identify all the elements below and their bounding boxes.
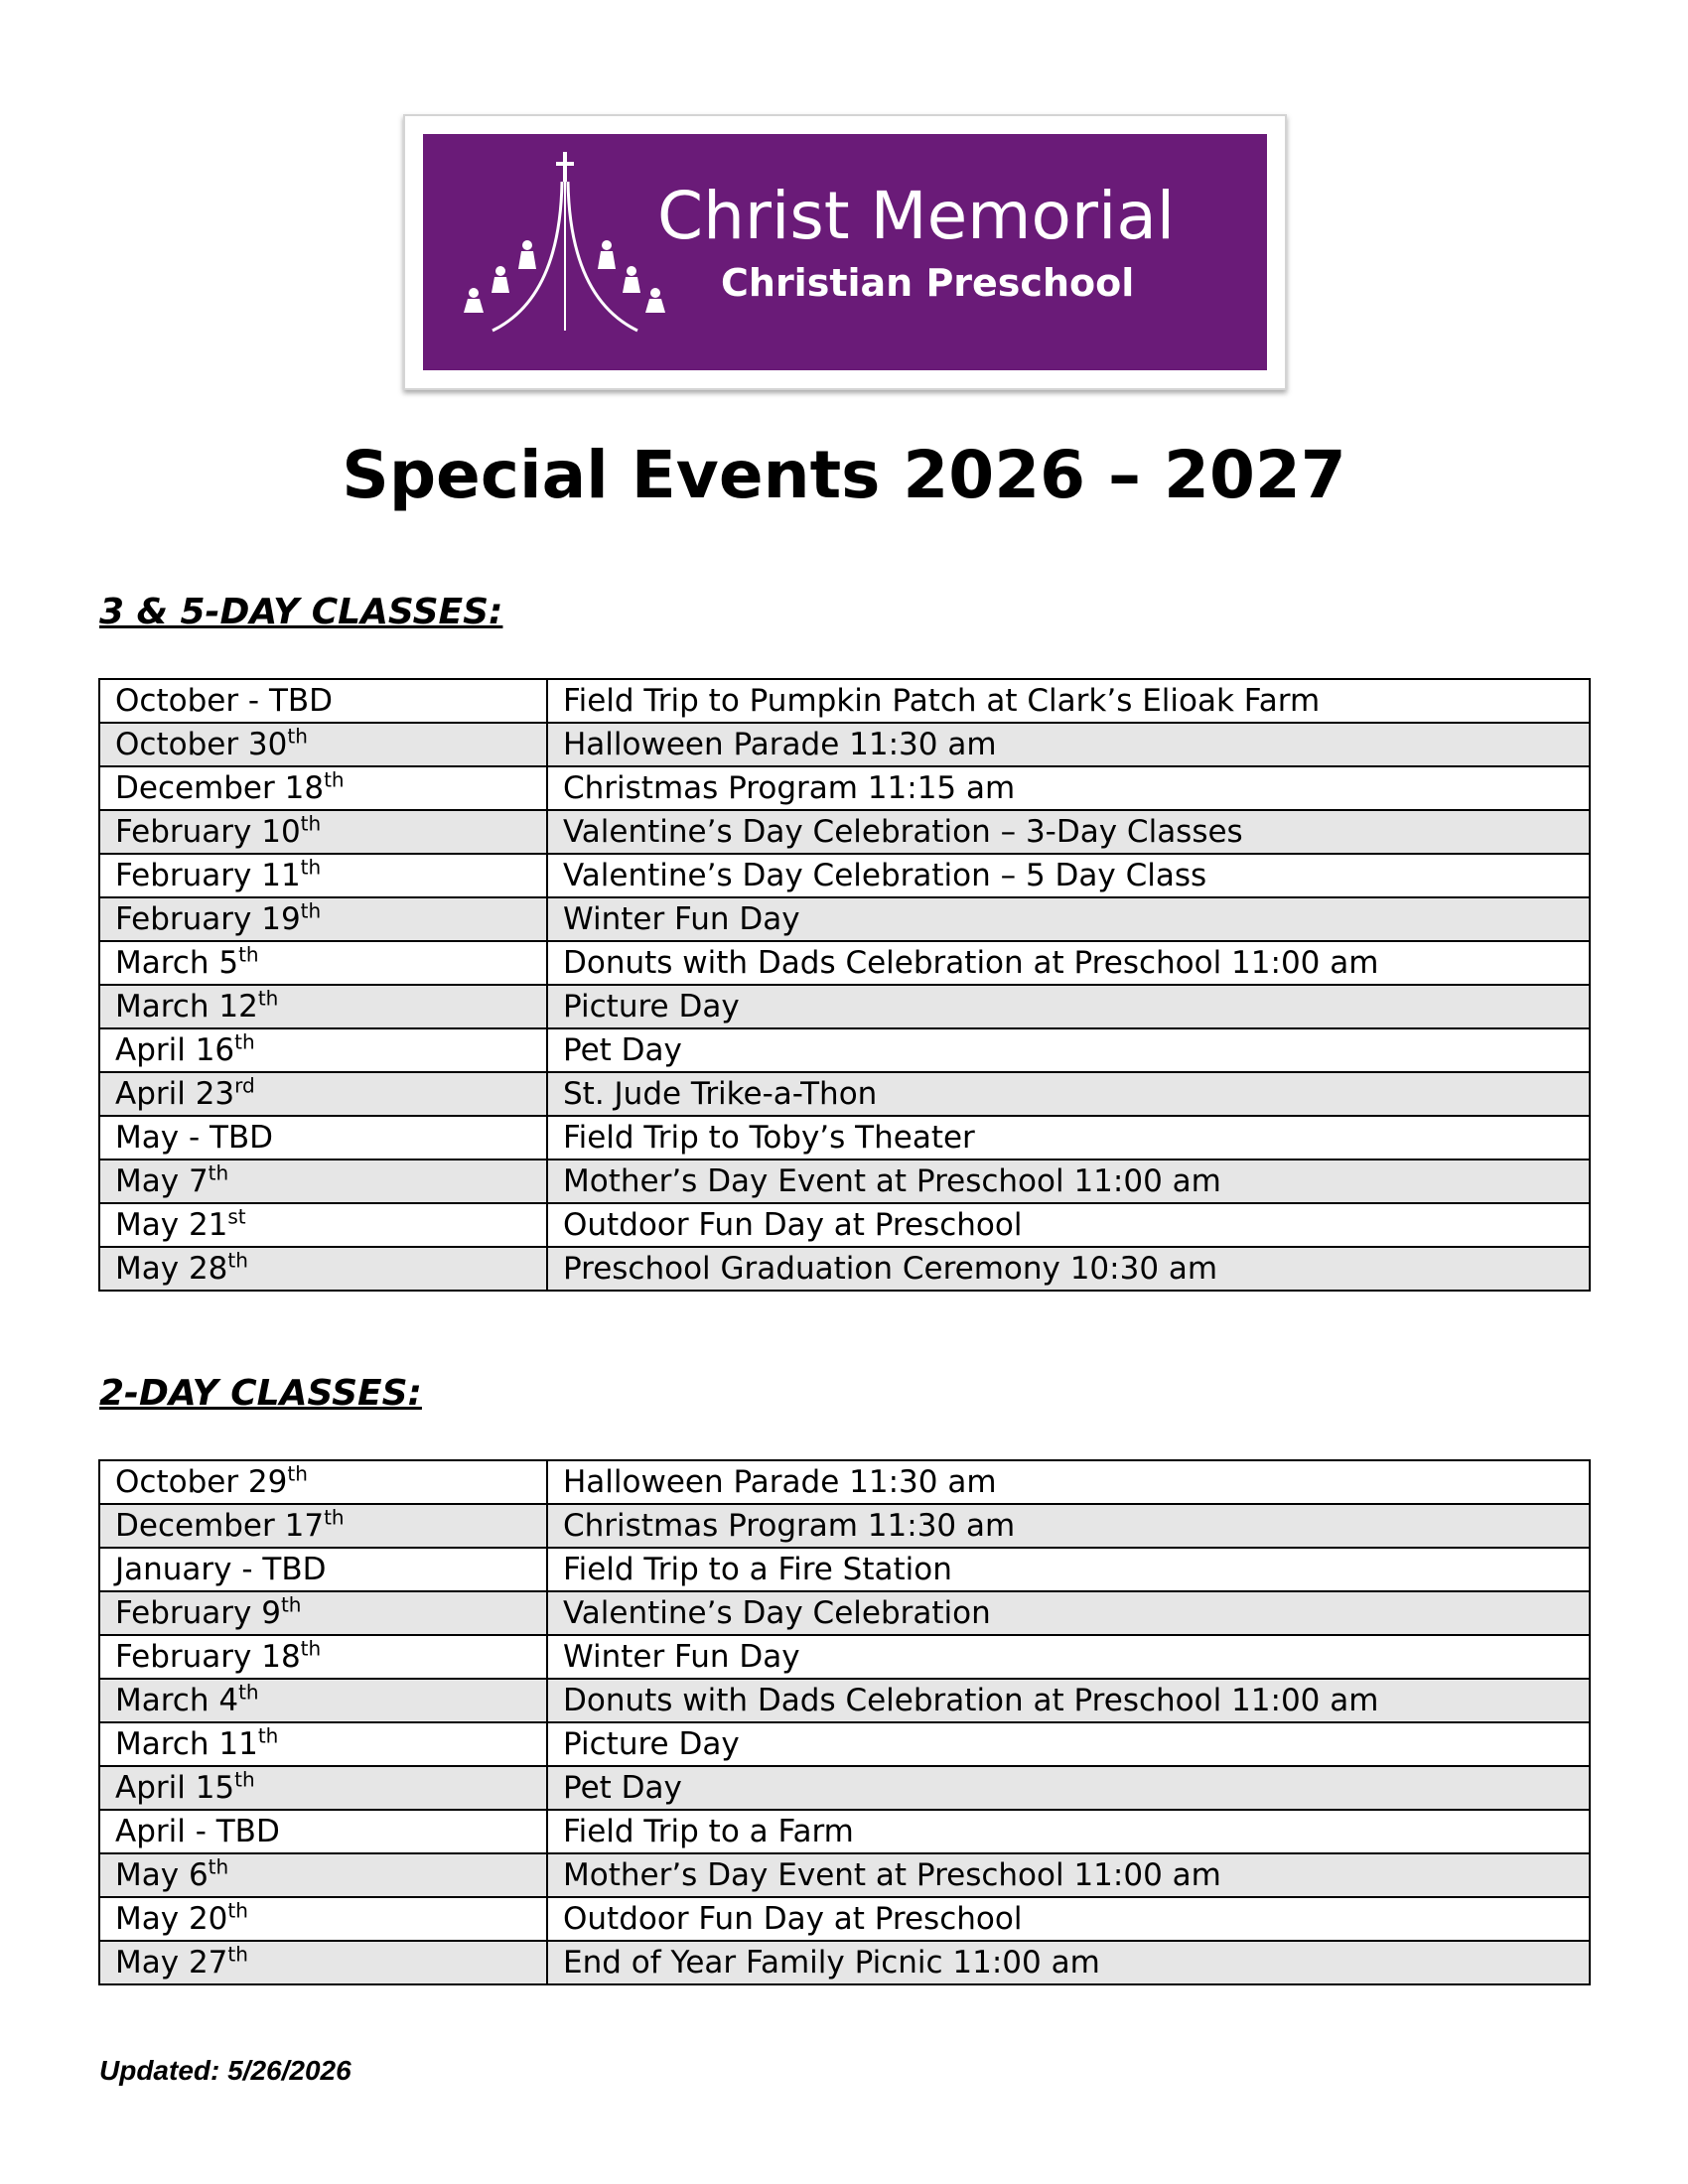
date-ordinal-suffix: th <box>234 1029 255 1054</box>
event-description: Valentine’s Day Celebration – 5 Day Class <box>547 854 1590 897</box>
event-description: Picture Day <box>547 985 1590 1028</box>
date-ordinal-suffix: st <box>227 1204 246 1229</box>
event-date <box>99 810 547 854</box>
event-description: Donuts with Dads Celebration at Preschool 11:00 am <box>547 941 1590 985</box>
event-date <box>99 1548 547 1591</box>
event-date-text: May 21 <box>115 1207 228 1243</box>
event-description: Valentine’s Day Celebration <box>547 1591 1590 1635</box>
event-date <box>99 897 547 941</box>
table-row <box>99 1247 1590 1291</box>
event-date-text: December 17 <box>115 1508 325 1544</box>
event-date <box>99 1072 547 1116</box>
date-ordinal-suffix: th <box>227 1898 248 1923</box>
event-description: Mother’s Day Event at Preschool 11:00 am <box>547 1853 1590 1897</box>
event-date-text: March 5 <box>115 945 239 981</box>
event-date-text: March 11 <box>115 1726 258 1762</box>
table-row <box>99 1941 1590 1984</box>
table-row <box>99 1591 1590 1635</box>
date-ordinal-suffix: th <box>287 724 308 749</box>
event-description: Field Trip to a Fire Station <box>547 1548 1590 1591</box>
events-table-3-5-day <box>98 678 1591 1292</box>
table-row <box>99 1810 1590 1853</box>
table-row <box>99 1028 1590 1072</box>
date-ordinal-suffix: th <box>300 898 322 923</box>
date-ordinal-suffix: th <box>324 1505 345 1530</box>
event-date-text: October - TBD <box>115 683 334 719</box>
event-description: Field Trip to a Farm <box>547 1810 1590 1853</box>
event-date <box>99 1504 547 1548</box>
event-date <box>99 1679 547 1722</box>
table-row <box>99 1722 1590 1766</box>
table-row <box>99 1116 1590 1160</box>
table-row <box>99 1766 1590 1810</box>
event-date <box>99 1247 547 1291</box>
table-row <box>99 854 1590 897</box>
table-row <box>99 1460 1590 1504</box>
event-date <box>99 1028 547 1072</box>
updated-date: Updated: 5/26/2026 <box>99 2055 352 2086</box>
logo-banner <box>423 134 1267 370</box>
event-description: St. Jude Trike-a-Thon <box>547 1072 1590 1116</box>
event-date <box>99 1460 547 1504</box>
event-description: Field Trip to Pumpkin Patch at Clark’s Elioak Farm <box>547 679 1590 723</box>
event-date-text: February 18 <box>115 1639 301 1675</box>
event-date-text: April - TBD <box>115 1814 280 1849</box>
event-date-text: May 27 <box>115 1945 228 1980</box>
date-ordinal-suffix: th <box>287 1461 308 1486</box>
event-date <box>99 766 547 810</box>
table-row <box>99 766 1590 810</box>
event-date <box>99 1722 547 1766</box>
event-date-text: December 18 <box>115 770 325 806</box>
event-date-text: April 15 <box>115 1770 235 1806</box>
page-title: Special Events 2026 – 2027 <box>342 437 1346 513</box>
event-description: Outdoor Fun Day at Preschool <box>547 1897 1590 1941</box>
table-row <box>99 1203 1590 1247</box>
event-date <box>99 1941 547 1984</box>
date-ordinal-suffix: rd <box>234 1073 255 1098</box>
date-ordinal-suffix: th <box>238 942 259 967</box>
table-row <box>99 1072 1590 1116</box>
event-date <box>99 1591 547 1635</box>
table-row <box>99 1897 1590 1941</box>
table-row <box>99 1635 1590 1679</box>
event-description: Halloween Parade 11:30 am <box>547 723 1590 766</box>
event-date <box>99 854 547 897</box>
date-ordinal-suffix: th <box>208 1854 229 1879</box>
event-date <box>99 1810 547 1853</box>
event-date-text: February 11 <box>115 858 301 893</box>
table-row <box>99 810 1590 854</box>
event-date-text: October 29 <box>115 1464 288 1500</box>
table-row <box>99 1679 1590 1722</box>
event-date-text: January - TBD <box>115 1552 327 1587</box>
date-ordinal-suffix: th <box>227 1942 248 1967</box>
event-date <box>99 723 547 766</box>
events-table-2-day <box>98 1459 1591 1985</box>
logo-subtitle: Christian Preschool <box>721 261 1135 305</box>
table-row <box>99 723 1590 766</box>
event-description: Christmas Program 11:30 am <box>547 1504 1590 1548</box>
date-ordinal-suffix: th <box>257 1723 279 1748</box>
event-date <box>99 1203 547 1247</box>
event-date-text: October 30 <box>115 727 288 762</box>
logo-name: Christ Memorial <box>657 178 1176 254</box>
event-description: Mother’s Day Event at Preschool 11:00 am <box>547 1160 1590 1203</box>
event-date-text: February 10 <box>115 814 301 850</box>
event-description: Winter Fun Day <box>547 897 1590 941</box>
event-date <box>99 1853 547 1897</box>
date-ordinal-suffix: th <box>257 986 279 1011</box>
event-date <box>99 1116 547 1160</box>
event-description: End of Year Family Picnic 11:00 am <box>547 1941 1590 1984</box>
table-row <box>99 985 1590 1028</box>
event-description: Field Trip to Toby’s Theater <box>547 1116 1590 1160</box>
date-ordinal-suffix: th <box>300 855 322 880</box>
table-row <box>99 941 1590 985</box>
date-ordinal-suffix: th <box>324 767 345 792</box>
event-date <box>99 1635 547 1679</box>
date-ordinal-suffix: th <box>300 811 322 836</box>
event-description: Outdoor Fun Day at Preschool <box>547 1203 1590 1247</box>
table-row <box>99 1853 1590 1897</box>
date-ordinal-suffix: th <box>280 1592 302 1617</box>
table-row <box>99 1504 1590 1548</box>
event-date-text: April 23 <box>115 1076 235 1112</box>
event-date-text: May 28 <box>115 1251 228 1287</box>
event-date <box>99 1897 547 1941</box>
date-ordinal-suffix: th <box>238 1680 259 1705</box>
event-description: Pet Day <box>547 1028 1590 1072</box>
table-row <box>99 897 1590 941</box>
table-row <box>99 1160 1590 1203</box>
event-date-text: May 7 <box>115 1163 209 1199</box>
school-logo <box>403 114 1287 390</box>
event-description: Picture Day <box>547 1722 1590 1766</box>
section-heading-2-day: 2-DAY CLASSES: <box>99 1373 422 1414</box>
event-description: Pet Day <box>547 1766 1590 1810</box>
date-ordinal-suffix: th <box>234 1767 255 1792</box>
event-description: Valentine’s Day Celebration – 3-Day Classes <box>547 810 1590 854</box>
event-date-text: April 16 <box>115 1032 235 1068</box>
date-ordinal-suffix: th <box>227 1248 248 1273</box>
event-description: Donuts with Dads Celebration at Preschool 11:00 am <box>547 1679 1590 1722</box>
event-date-text: March 4 <box>115 1683 239 1718</box>
event-date <box>99 985 547 1028</box>
event-date <box>99 679 547 723</box>
event-date-text: May - TBD <box>115 1120 274 1156</box>
event-date-text: May 6 <box>115 1857 209 1893</box>
event-date <box>99 1160 547 1203</box>
event-description: Christmas Program 11:15 am <box>547 766 1590 810</box>
event-description: Halloween Parade 11:30 am <box>547 1460 1590 1504</box>
event-date-text: February 9 <box>115 1595 281 1631</box>
event-date <box>99 941 547 985</box>
event-description: Preschool Graduation Ceremony 10:30 am <box>547 1247 1590 1291</box>
event-description: Winter Fun Day <box>547 1635 1590 1679</box>
event-date-text: May 20 <box>115 1901 228 1937</box>
date-ordinal-suffix: th <box>300 1636 322 1661</box>
date-ordinal-suffix: th <box>208 1160 229 1185</box>
event-date-text: February 19 <box>115 901 301 937</box>
section-heading-3-5-day: 3 & 5-DAY CLASSES: <box>99 592 503 632</box>
event-date <box>99 1766 547 1810</box>
event-date-text: March 12 <box>115 989 258 1024</box>
table-row <box>99 1548 1590 1591</box>
table-row <box>99 679 1590 723</box>
